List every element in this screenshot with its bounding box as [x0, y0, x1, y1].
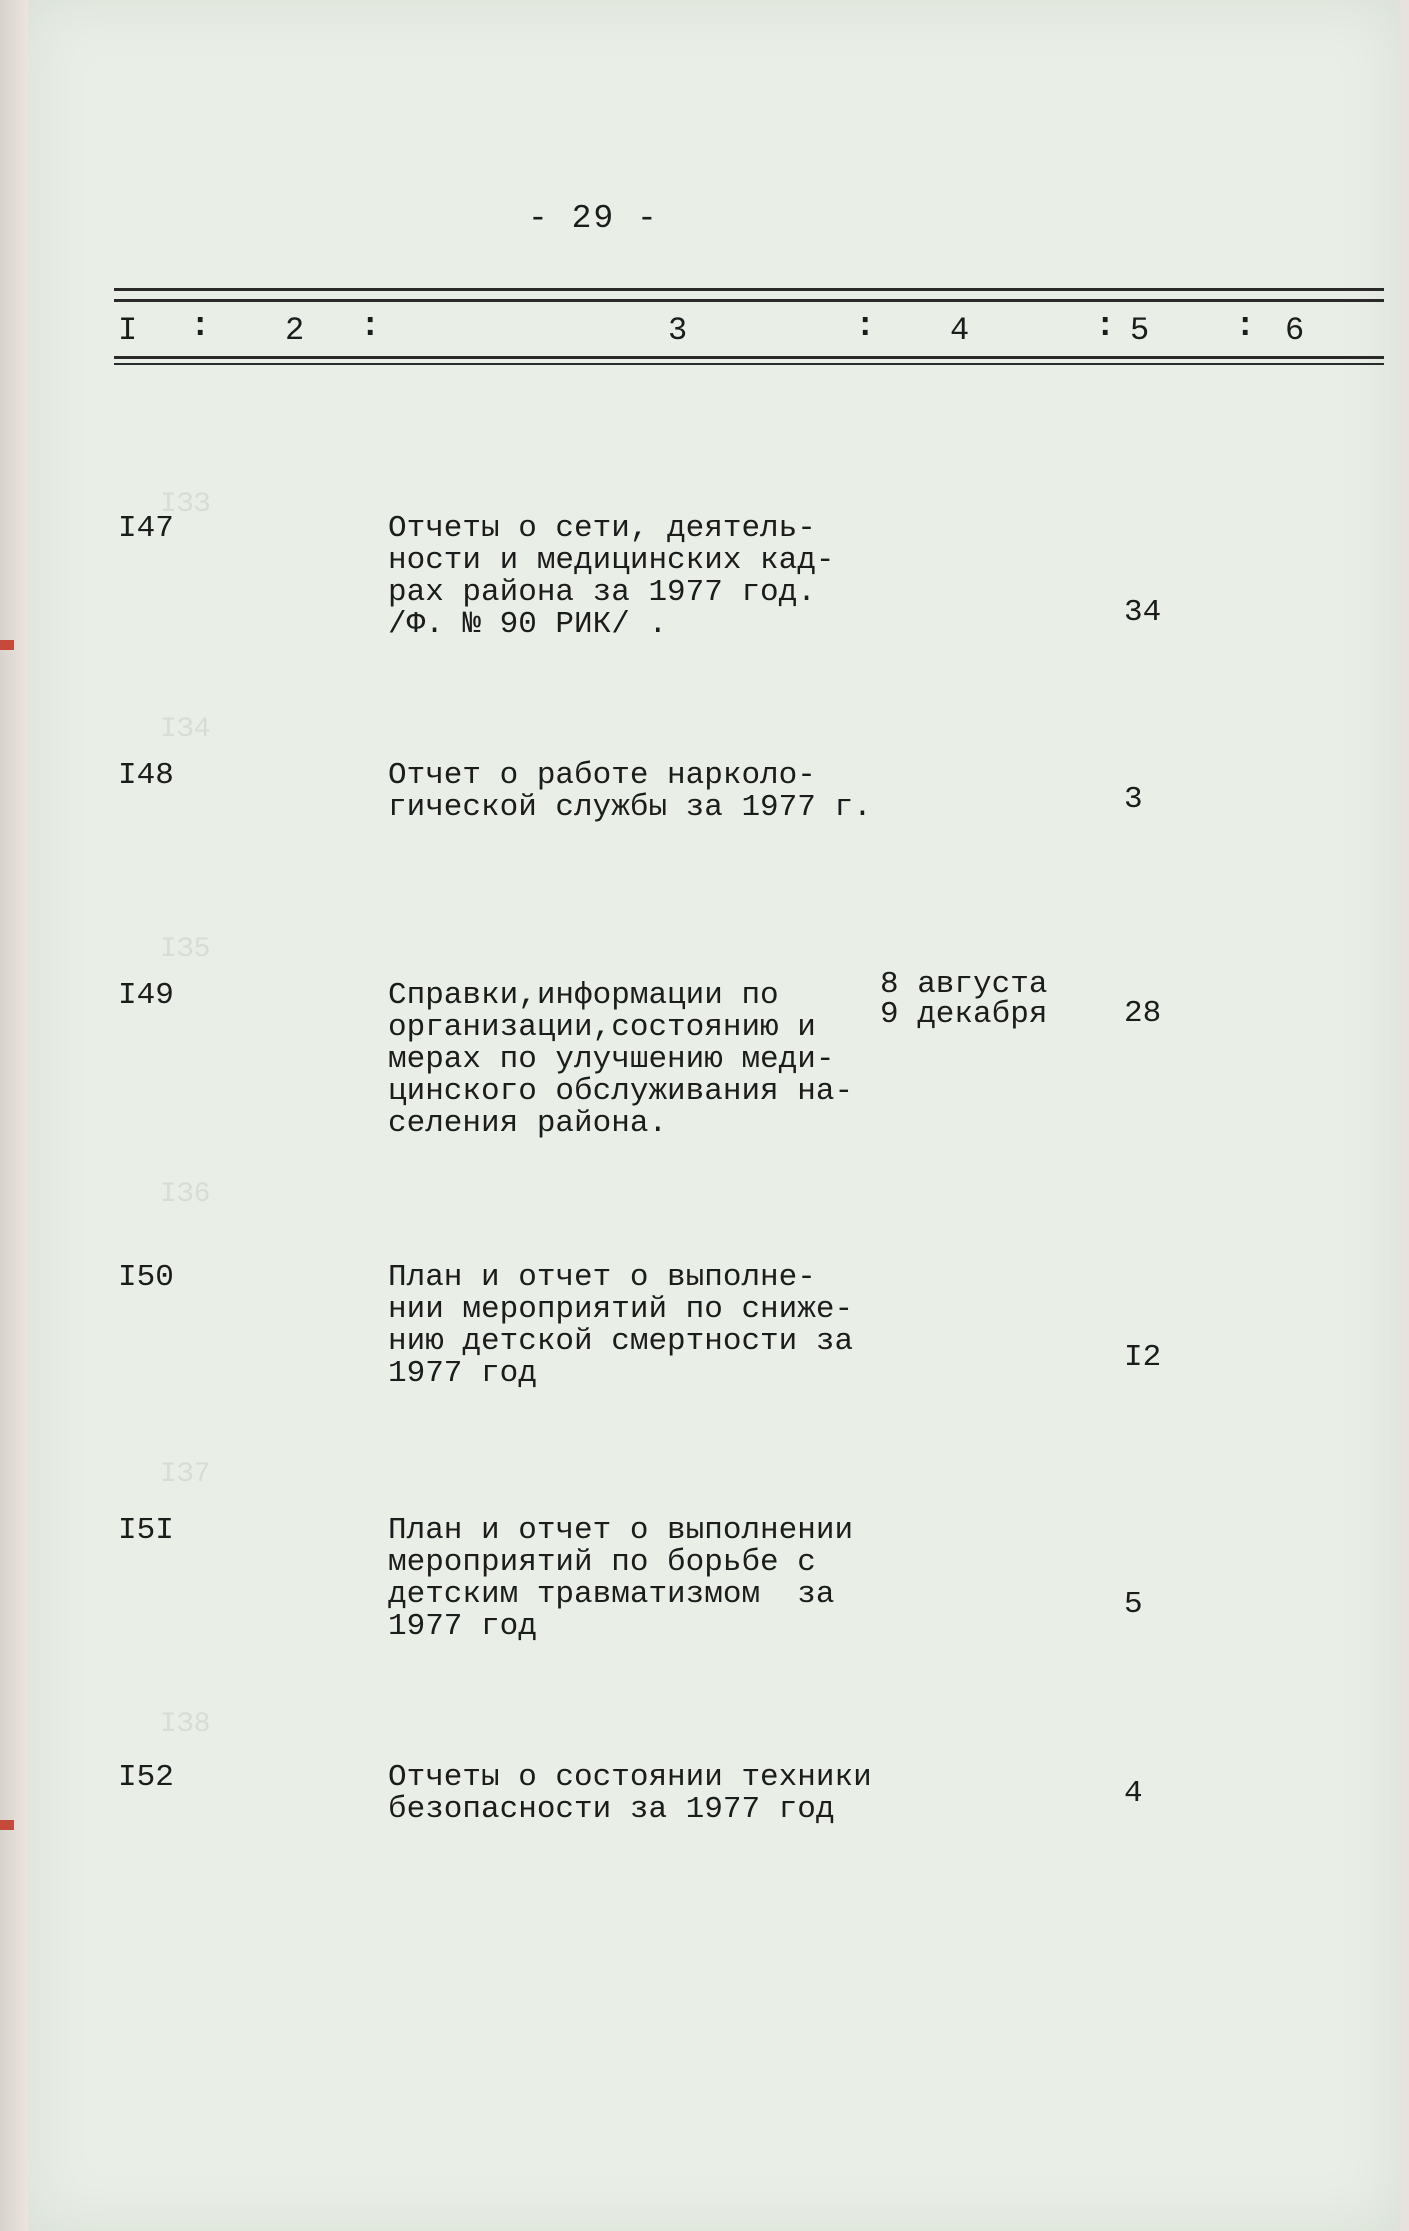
entry-sheet-count: 34 [1124, 595, 1162, 630]
column-header-4: 4 [950, 312, 970, 349]
column-header-6: 6 [1285, 312, 1305, 349]
header-rule-bottom [114, 356, 1384, 359]
entry-title: Отчеты о состоянии техники безопасности за 1977 год [388, 1760, 872, 1827]
entry-date: 8 августа 9 декабря [880, 967, 1048, 1032]
header-rule-top [114, 299, 1384, 302]
entry-sheet-count: 4 [1124, 1776, 1143, 1811]
entry-title: Отчет о работе нарколо- гической службы за 1977 г. [388, 758, 872, 825]
binding-mark [0, 640, 14, 650]
header-rule-bottom [114, 363, 1384, 365]
column-separator: : [190, 308, 211, 346]
entry-title: Отчеты о сети, деятель- ности и медицинских кад- рах района за 1977 год. /Ф. № 90 РИК/ . [388, 511, 835, 642]
column-separator: : [360, 308, 381, 346]
column-separator: : [855, 308, 876, 346]
entry-number: I52 [118, 1760, 174, 1795]
entry-title: План и отчет о выполнении мероприятий по борьбе с детским травматизмом за 1977 год [388, 1513, 854, 1644]
entry-sheet-count: 28 [1124, 996, 1162, 1031]
entry-sheet-count: 5 [1124, 1587, 1143, 1622]
entry-number: I48 [118, 758, 174, 793]
entry-title: Справки,информации по организации,состоянию и мерах по улучшению меди- цинского обслуживания на- селения района. [388, 978, 854, 1141]
entry-title: План и отчет о выполне- нии мероприятий по сниже- нию детской смертности за 1977 год [388, 1260, 854, 1391]
binding-mark [0, 1820, 14, 1830]
column-header-3: 3 [668, 312, 688, 349]
column-header-row [0, 308, 1409, 362]
column-separator: : [1235, 308, 1256, 346]
column-header-5: 5 [1130, 312, 1150, 349]
page-number: - 29 - [528, 200, 659, 237]
column-header-1: I [118, 312, 138, 349]
header-rule-top [114, 288, 1384, 291]
entry-number: I49 [118, 978, 174, 1013]
column-header-2: 2 [285, 312, 305, 349]
entry-number: I47 [118, 511, 174, 546]
entry-number: I5I [118, 1513, 174, 1548]
column-separator: : [1095, 308, 1116, 346]
entry-number: I50 [118, 1260, 174, 1295]
entry-sheet-count: I2 [1124, 1340, 1162, 1375]
entry-sheet-count: 3 [1124, 782, 1143, 817]
